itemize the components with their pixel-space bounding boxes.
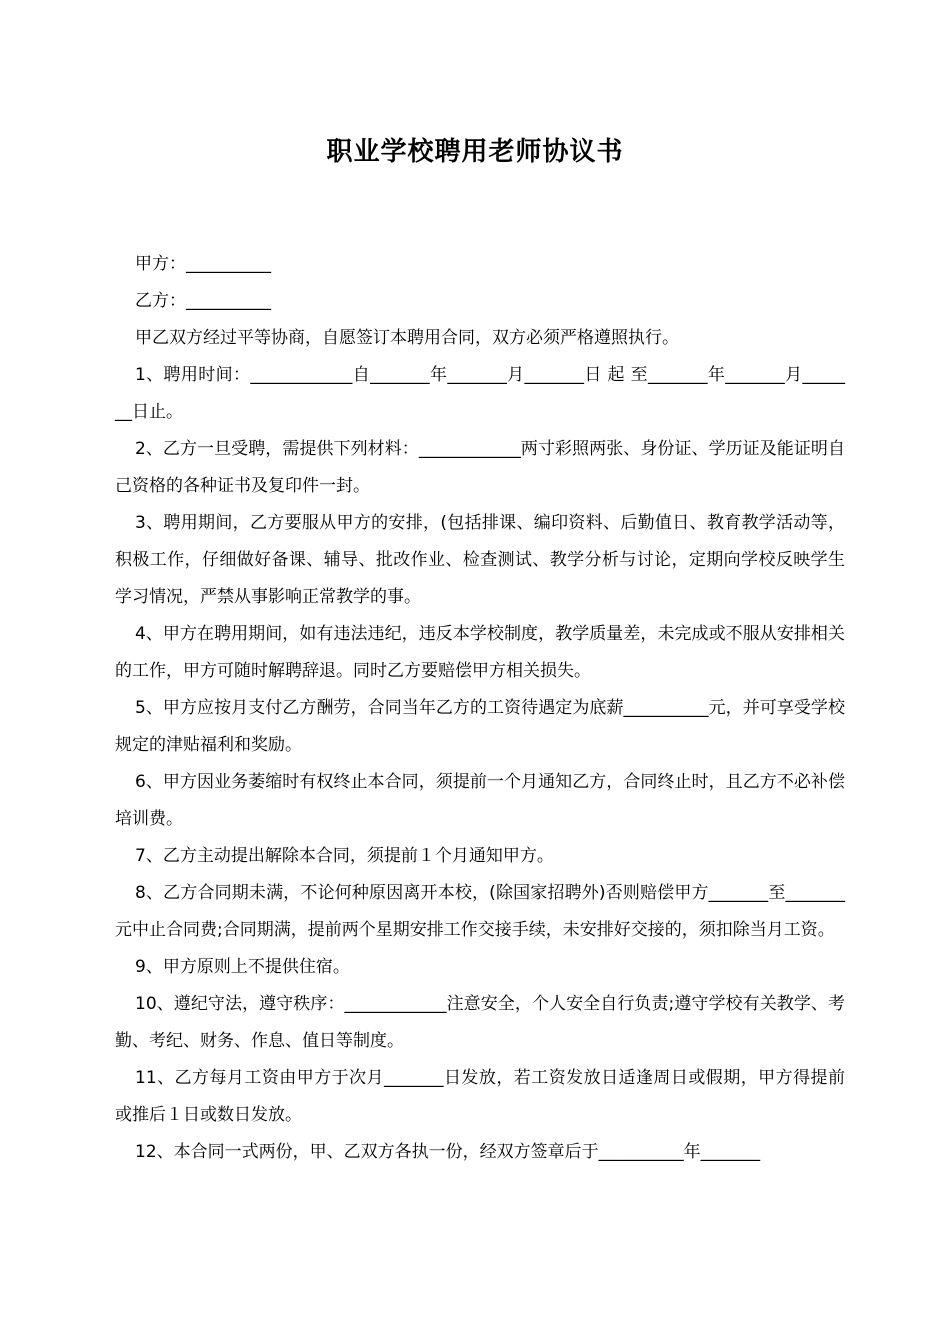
preamble-paragraph: 甲乙双方经过平等协商，自愿签订本聘用合同，双方必须严格遵照执行。 [135, 328, 679, 348]
clause-2: 2、乙方一旦受聘，需提供下列材料：____________两寸彩照两张、身份证、学历证及能证明自己资格的各种证书及复印件一封。 [115, 439, 845, 496]
clause-9: 9、甲方原则上不提供住宿。 [135, 957, 350, 977]
clause-3: 3、聘用期间，乙方要服从甲方的安排，(包括排课、编印资料、后勤值日、教育教学活动等，积极工作，仔细做好备课、辅导、批改作业、检查测试、教学分析与讨论，定期向学校反映学生学习情况，严禁从事影响正常教学的事。 [115, 513, 845, 607]
clause-8: 8、乙方合同期未满，不论何种原因离开本校，(除国家招聘外)否则赔偿甲方_______至_______元中止合同费;合同期满，提前两个星期安排工作交接手续，未安排好交接的，须扣除当月工资。 [115, 883, 845, 940]
document-title: 职业学校聘用老师协议书 [326, 137, 624, 167]
clause-11: 11、乙方每月工资由甲方于次月_______日发放，若工资发放日适逢周日或假期，甲方得提前或推后１日或数日发放。 [115, 1068, 845, 1125]
clause-6: 6、甲方因业务萎缩时有权终止本合同，须提前一个月通知乙方，合同终止时，且乙方不必补偿培训费。 [115, 772, 845, 829]
clause-1: 1、聘用时间：____________自_______年_______月_______日 起 至_______年_______月_______日止。 [115, 365, 845, 422]
clause-4: 4、甲方在聘用期间，如有违法违纪，违反本学校制度，教学质量差，未完成或不服从安排相关的工作，甲方可随时解聘辞退。同时乙方要赔偿甲方相关损失。 [115, 624, 845, 681]
clause-10: 10、遵纪守法，遵守秩序：____________注意安全，个人安全自行负责;遵守学校有关教学、考勤、考纪、财务、作息、值日等制度。 [115, 994, 845, 1051]
clause-5: 5、甲方应按月支付乙方酬劳，合同当年乙方的工资待遇定为底薪__________元，并可享受学校规定的津贴福利和奖励。 [115, 698, 845, 755]
document-body [115, 246, 845, 1171]
clause-7: 7、乙方主动提出解除本合同，须提前１个月通知甲方。 [135, 846, 554, 866]
party-b-line: 乙方：__________ [135, 291, 271, 311]
party-a-line: 甲方：__________ [135, 254, 271, 274]
clause-12: 12、本合同一式两份，甲、乙双方各执一份，经双方签章后于__________年_______ [135, 1142, 761, 1162]
